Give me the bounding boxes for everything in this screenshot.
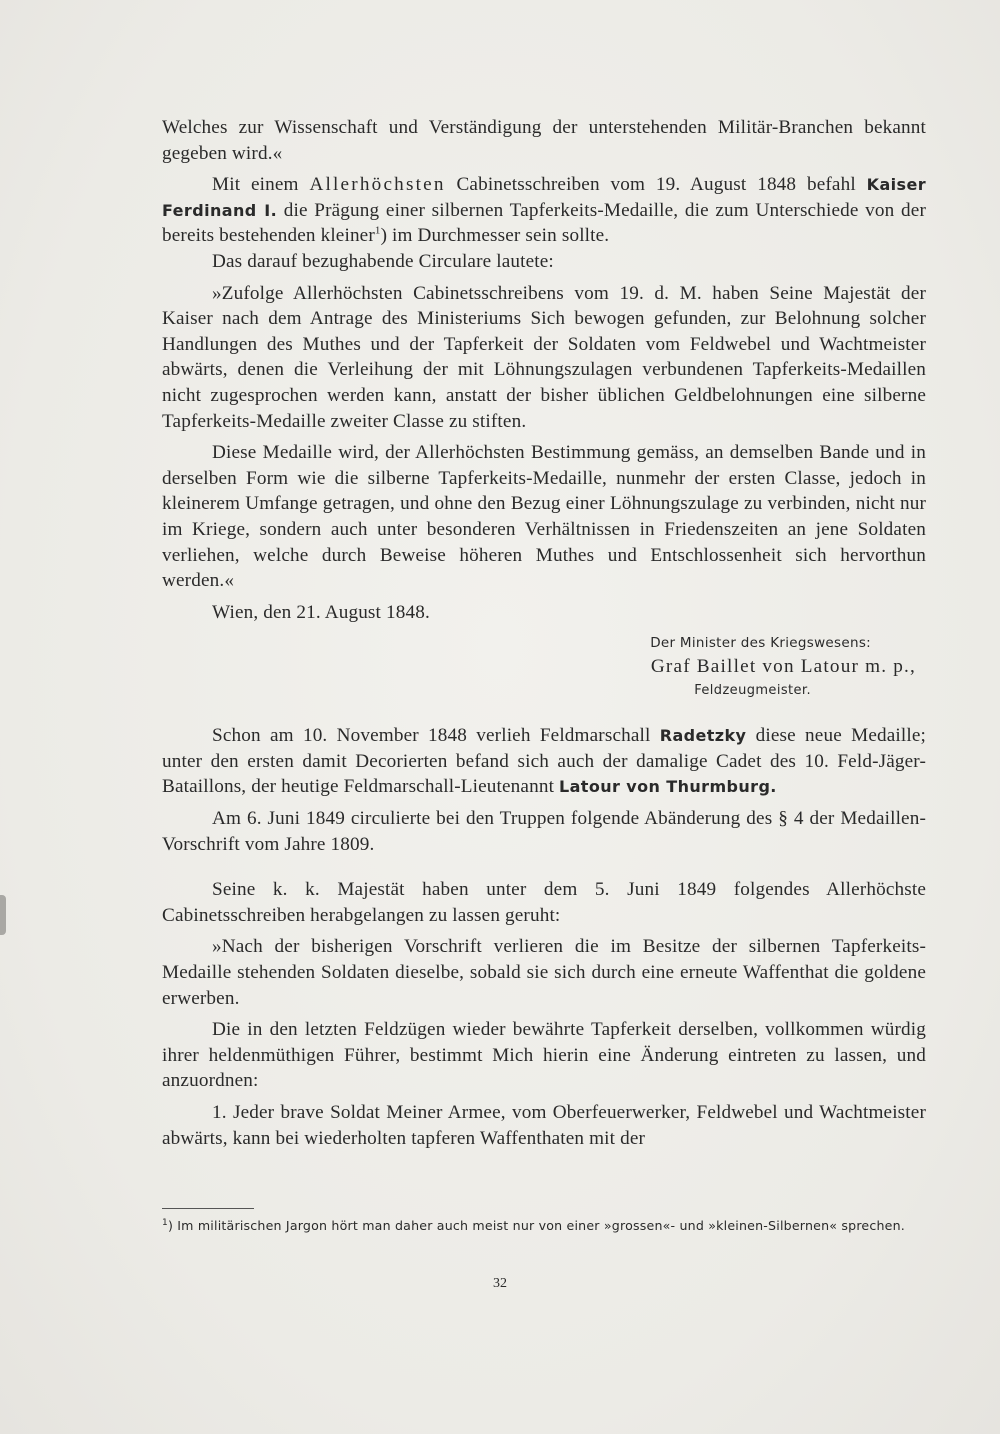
signature-name: Graf Baillet von Latour m. p.,: [650, 656, 916, 678]
paragraph-6-date: Wien, den 21. August 1848.: [212, 601, 430, 623]
paragraph-9: Seine k. k. Majestät haben unter dem 5. Juni 1849 folgendes Allerhöchste Cabinetsschreiben herabgelangen zu lassen geruht:: [162, 879, 926, 926]
paragraph-5: Diese Medaille wird, der Allerhöchsten Bestimmung gemäss, an demselben Bande und in derselben Form wie die silberne Tapferkeits-Medaille, nunmehr der ersten Classe, jedoch in kleinerem Umfange getragen, und ohne den Bezug einer Löhnungszulage zu verbinden, nicht nur im Kriege, sondern auch unter besonderen Verhältnissen in Friedenszeiten an jene Soldaten verliehen, welche durch Beweise höheren Muthes und Entschlossenheit sich hervorthun werden.«: [162, 442, 926, 592]
footnote-divider: [162, 1208, 254, 1209]
body-text: [162, 115, 926, 1151]
paragraph-3: Das darauf bezughabende Circulare lautete:: [212, 250, 554, 272]
signature-block: [162, 631, 926, 703]
footnote: [162, 1214, 926, 1235]
paragraph-8: Am 6. Juni 1849 circulierte bei den Truppen folgende Abänderung des § 4 der Medaillen-Vorschrift vom Jahre 1809.: [162, 808, 926, 855]
signature-role: Der Minister des Kriegswesens:: [650, 635, 871, 652]
p2-text-c: die Prägung einer silbernen Tapferkeits-Medaille, die zum Unterschiede von der bereits bestehenden kleiner: [162, 199, 926, 247]
p2-emperor-name: Kaiser Ferdinand I.: [162, 175, 926, 220]
paragraph-12: 1. Jeder brave Soldat Meiner Armee, vom Oberfeuerwerker, Feldwebel und Wachtmeister abwärts, kann bei wiederholten tapferen Waffenthaten mit der: [162, 1102, 926, 1149]
p2-spaced-word: Allerhöchsten: [309, 174, 446, 196]
paragraph-2: [162, 172, 926, 249]
paragraph-1: Welches zur Wissenschaft und Verständigung der unterstehenden Militär-Branchen bekannt gegeben wird.«: [162, 117, 926, 164]
p7-text-a: Schon am 10. November 1848 verlieh Feldmarschall: [212, 725, 651, 747]
p2-text-d: ) im Durchmesser sein sollte.: [380, 225, 610, 247]
p7-text-b: diese neue Medaille; unter den ersten damit Decorierten befand sich auch der damalige Cadet des 10. Feld-Jäger-Bataillons, der heutige Feldmarschall-Lieutenannt: [162, 725, 926, 798]
footnote-reference: 1: [374, 224, 381, 237]
paragraph-4: »Zufolge Allerhöchsten Cabinetsschreibens vom 19. d. M. haben Seine Majestät der Kaiser nach dem Antrage des Ministeriums Sich bewogen gefunden, zur Belohnung solcher Handlungen des Muthes und der Tapferkeit der Soldaten vom Feldwebel und Wachtmeister abwärts, denen die Verleihung der mit Löhnungszulagen verbundenen Tapferkeits-Medaillen nicht zugesprochen werden kann, anstatt der bisher üblichen Geldbelohnungen eine silberne Tapferkeits-Medaille zweiter Classe zu stiften.: [162, 282, 926, 432]
p7-name-radetzky: Radetzky: [659, 726, 747, 746]
paragraph-11: Die in den letzten Feldzügen wieder bewährte Tapferkeit derselben, vollkommen würdig ihrer heldenmüthigen Führer, bestimmt Mich hierin eine Änderung eintreten zu lassen, und anzuordnen:: [162, 1019, 926, 1092]
paragraph-10: »Nach der bisherigen Vorschrift verlieren die im Besitze der silbernen Tapferkeits-Medaille stehenden Soldaten dieselbe, sobald sie sich durch eine erneute Waffenthat die goldene erwerben.: [162, 936, 926, 1009]
footnote-mark: 1: [162, 1218, 168, 1228]
paragraph-7: [162, 723, 926, 800]
p2-text-b: Cabinetsschreiben vom 19. August 1848 befahl: [456, 174, 856, 196]
signature-rank: Feldzeugmeister.: [694, 683, 811, 699]
p7-name-latour: Latour von Thurmburg.: [559, 777, 777, 797]
p2-text-a: Mit einem: [212, 174, 299, 196]
footnote-text: ) Im militärischen Jargon hört man daher auch meist nur von einer »grossen«- und »kleinen-Silbernen« sprechen.: [167, 1218, 906, 1234]
edge-speck: [0, 895, 6, 935]
page-number: 32: [493, 1276, 507, 1291]
